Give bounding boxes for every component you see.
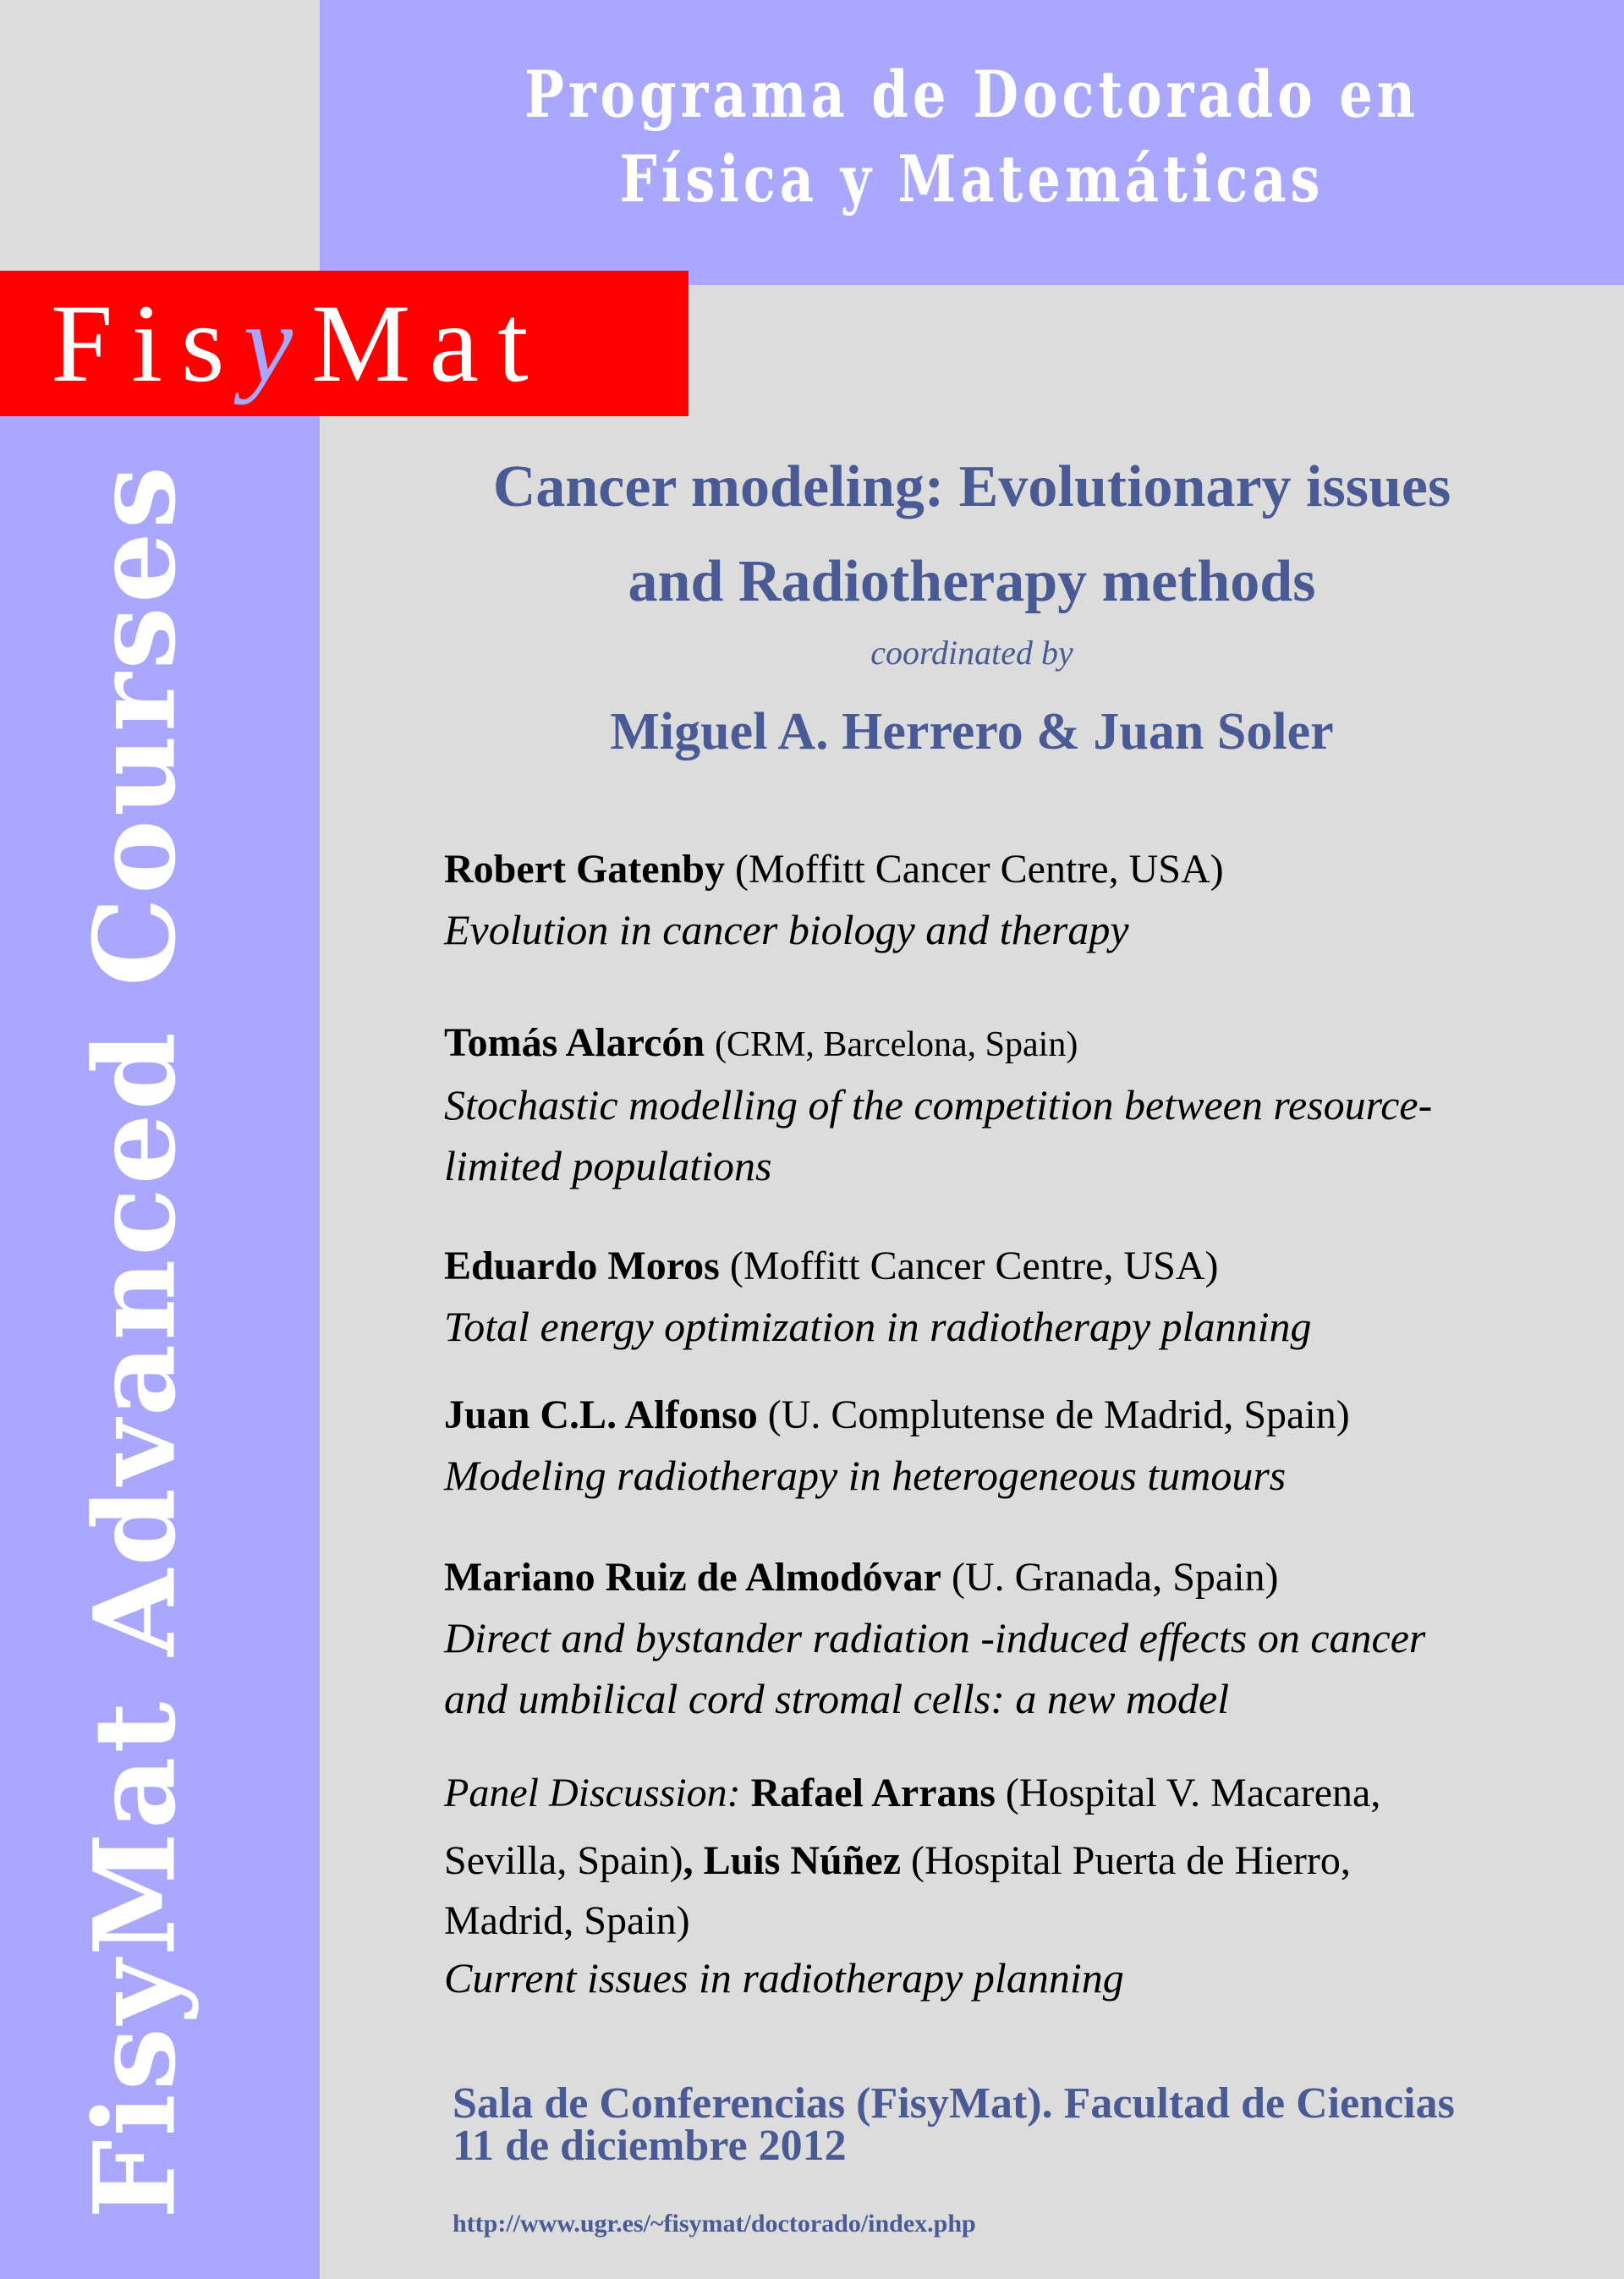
speaker-name: Robert Gatenby (444, 847, 725, 892)
course-title (320, 440, 1624, 629)
panel-affiliation-2a: (Hospital Puerta de Hierro, (911, 1838, 1351, 1883)
coordinators: Miguel A. Herrero & Juan Soler (610, 703, 1334, 761)
panel-separator: , (683, 1838, 694, 1883)
speaker-name: Mariano Ruiz de Almodóvar (444, 1555, 941, 1600)
coordinated-by-label: coordinated by (870, 634, 1073, 672)
talk-topic-line2: and umbilical cord stromal cells: a new model (444, 1675, 1230, 1722)
talk-topic-line2: limited populations (444, 1142, 772, 1189)
program-title (437, 52, 1506, 222)
talk-item (444, 1386, 1577, 1506)
talk-item (444, 1013, 1577, 1196)
talk-topic: Evolution in cancer biology and therapy (444, 906, 1129, 953)
panel-speaker-1: Rafael Arrans (750, 1771, 996, 1815)
talk-topic: Total energy optimization in radiotherapy planning (444, 1303, 1312, 1350)
fisymat-logo (0, 271, 689, 416)
logo-text-fis: Fis (51, 281, 244, 405)
speaker-affiliation: (Moffitt Cancer Centre, USA) (734, 847, 1224, 892)
venue: Sala de Conferencias (FisyMat). Facultad de Ciencias (453, 2079, 1455, 2128)
panel-affiliation-2b: Madrid, Spain) (444, 1898, 690, 1943)
talk-topic: Modeling radiotherapy in heterogeneous tumours (444, 1452, 1287, 1499)
talk-item (444, 1548, 1577, 1729)
sidebar-title-container (51, 462, 220, 2220)
speaker-name: Tomás Alarcón (444, 1020, 705, 1065)
panel-label: Panel Discussion: (444, 1771, 741, 1815)
panel-topic: Current issues in radiotherapy planning (444, 1954, 1124, 2002)
panel-discussion (444, 1760, 1577, 2008)
talk-item (444, 1237, 1577, 1357)
speaker-affiliation: (Moffitt Cancer Centre, USA) (729, 1244, 1219, 1288)
panel-speaker-2: Luis Núñez (703, 1838, 902, 1883)
talk-topic-line1: Stochastic modelling of the competition between resource- (444, 1081, 1433, 1129)
sidebar-vertical-title: FisyMat Advanced Courses (69, 462, 201, 2220)
course-title-line2: and Radiotherapy methods (628, 549, 1316, 614)
talk-topic-line1: Direct and bystander radiation -induced effects on cancer (444, 1614, 1426, 1661)
speaker-affiliation: (U. Granada, Spain) (951, 1555, 1279, 1600)
speaker-name: Juan C.L. Alfonso (444, 1392, 758, 1437)
program-url-link[interactable]: http://www.ugr.es/~fisymat/doctorado/index.php (453, 2210, 976, 2238)
panel-affiliation-1b: Sevilla, Spain) (444, 1838, 683, 1883)
speaker-name: Eduardo Moros (444, 1244, 720, 1288)
logo-text-y: y (243, 281, 312, 405)
event-date: 11 de diciembre 2012 (453, 2122, 847, 2170)
logo-text-mat: Mat (311, 281, 547, 405)
program-title-line1: Programa de Doctorado en (524, 57, 1419, 132)
event-venue-date (453, 2079, 1455, 2170)
speaker-affiliation: (U. Complutense de Madrid, Spain) (767, 1392, 1350, 1437)
panel-affiliation-1a: (Hospital V. Macarena, (1005, 1771, 1381, 1815)
course-title-line1: Cancer modeling: Evolutionary issues (492, 454, 1451, 519)
program-title-line2: Física y Matemáticas (619, 141, 1325, 217)
talk-item (444, 840, 1577, 960)
speaker-affiliation: (CRM, Barcelona, Spain) (715, 1025, 1078, 1064)
